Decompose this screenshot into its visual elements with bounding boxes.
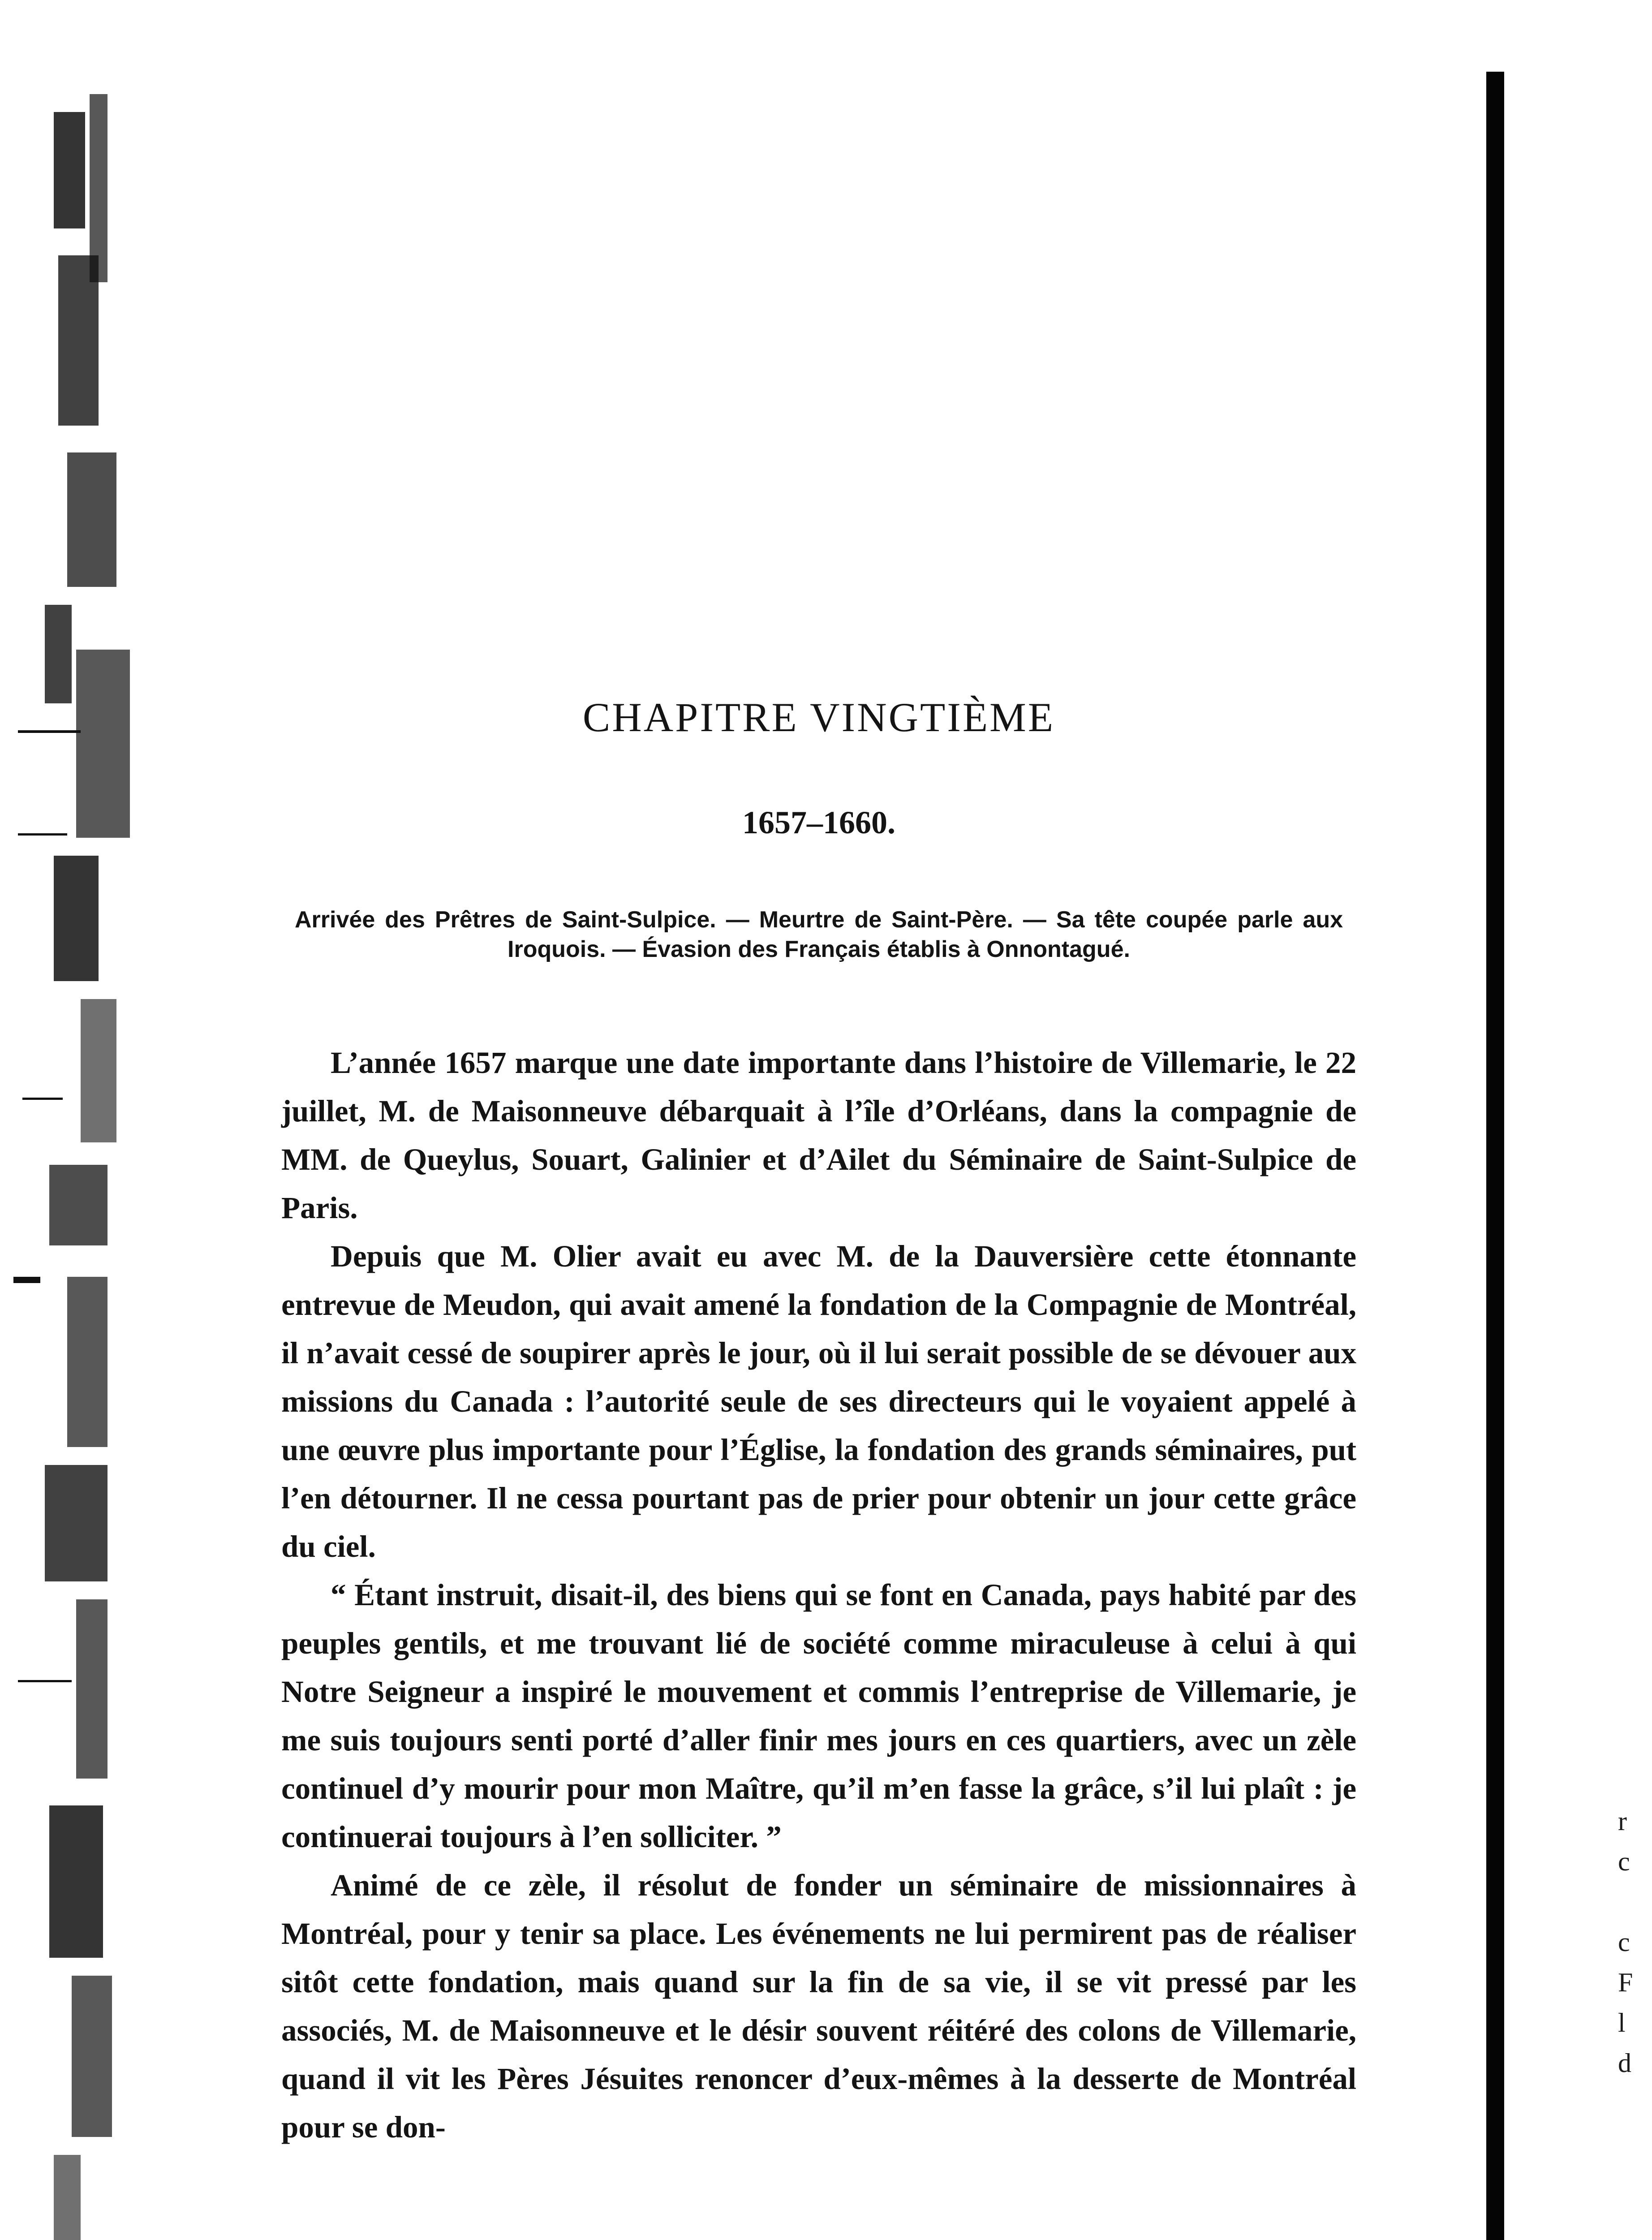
scan-binding-noise bbox=[0, 67, 148, 2240]
bleed-letter: r bbox=[1618, 1806, 1627, 1836]
bleed-letter: c bbox=[1618, 1847, 1630, 1876]
bleed-letter: d bbox=[1618, 2048, 1631, 2078]
paragraph: Animé de ce zèle, il résolut de fonder un séminaire de missionnaires à Montréal, pour y tenir sa place. Les événements ne lui permirent pas de réaliser sitôt cette fondation, mais quand sur la fin de sa vie, il se vit pressé par les associés, M. de Maisonneuve et le désir souvent réitéré des colons de Villemarie, quand il vit les Pères Jésuites renoncer d’eux-mêmes à la desserte de Montréal pour se don- bbox=[281, 1868, 1356, 2144]
binding-shadow-bar bbox=[1486, 72, 1504, 2240]
chapter-dates: 1657–1660. bbox=[742, 805, 895, 840]
paragraph: L’année 1657 marque une date importante dans l’histoire de Villemarie, le 22 juillet, M. de Maisonneuve débarquait à l’île d’Orléans, dans la compagnie de MM. de Queylus, Souart, Galinier et d’Ailet du Séminaire de Saint-Sulpice de Paris. bbox=[281, 1046, 1356, 1225]
bleed-letter: c bbox=[1618, 1927, 1630, 1957]
bleed-letter: F bbox=[1618, 1968, 1633, 1997]
bleed-letter: l bbox=[1618, 2008, 1626, 2038]
next-page-bleed bbox=[1618, 1801, 1645, 2083]
chapter-summary: Arrivée des Prêtres de Saint-Sulpice. — Meurtre de Saint-Père. — Sa tête coupée parle aux Iroquois. — Évasion des Français établis à Onnontagué. bbox=[295, 907, 1343, 962]
body-text bbox=[281, 1038, 1356, 2151]
paragraph: “ Étant instruit, disait-il, des biens qui se font en Canada, pays habité par des peuples gentils, et me trouvant lié de société comme miraculeuse à celui à qui Notre Seigneur a inspiré le mouvement et commis l’entreprise de Villemarie, je me suis toujours senti porté d’aller finir mes jours en ces quartiers, avec un zèle continuel d’y mourir pour mon Maître, qu’il m’en fasse la grâce, s’il lui plaît : je continuerai toujours à l’en solliciter. ” bbox=[281, 1578, 1356, 1854]
chapter-title: CHAPITRE VINGTIÈME bbox=[582, 694, 1055, 740]
paragraph: Depuis que M. Olier avait eu avec M. de la Dauversière cette étonnante entrevue de Meudon, qui avait amené la fondation de la Compagnie de Montréal, il n’avait cessé de soupirer après le jour, où il lui serait possible de se dévouer aux missions du Canada : l’autorité seule de ses directeurs qui le voyaient appelé à une œuvre plus importante pour l’Église, la fondation des grands séminaires, put l’en détourner. Il ne cessa pourtant pas de prier pour obtenir un jour cette grâce du ciel. bbox=[281, 1239, 1356, 1564]
